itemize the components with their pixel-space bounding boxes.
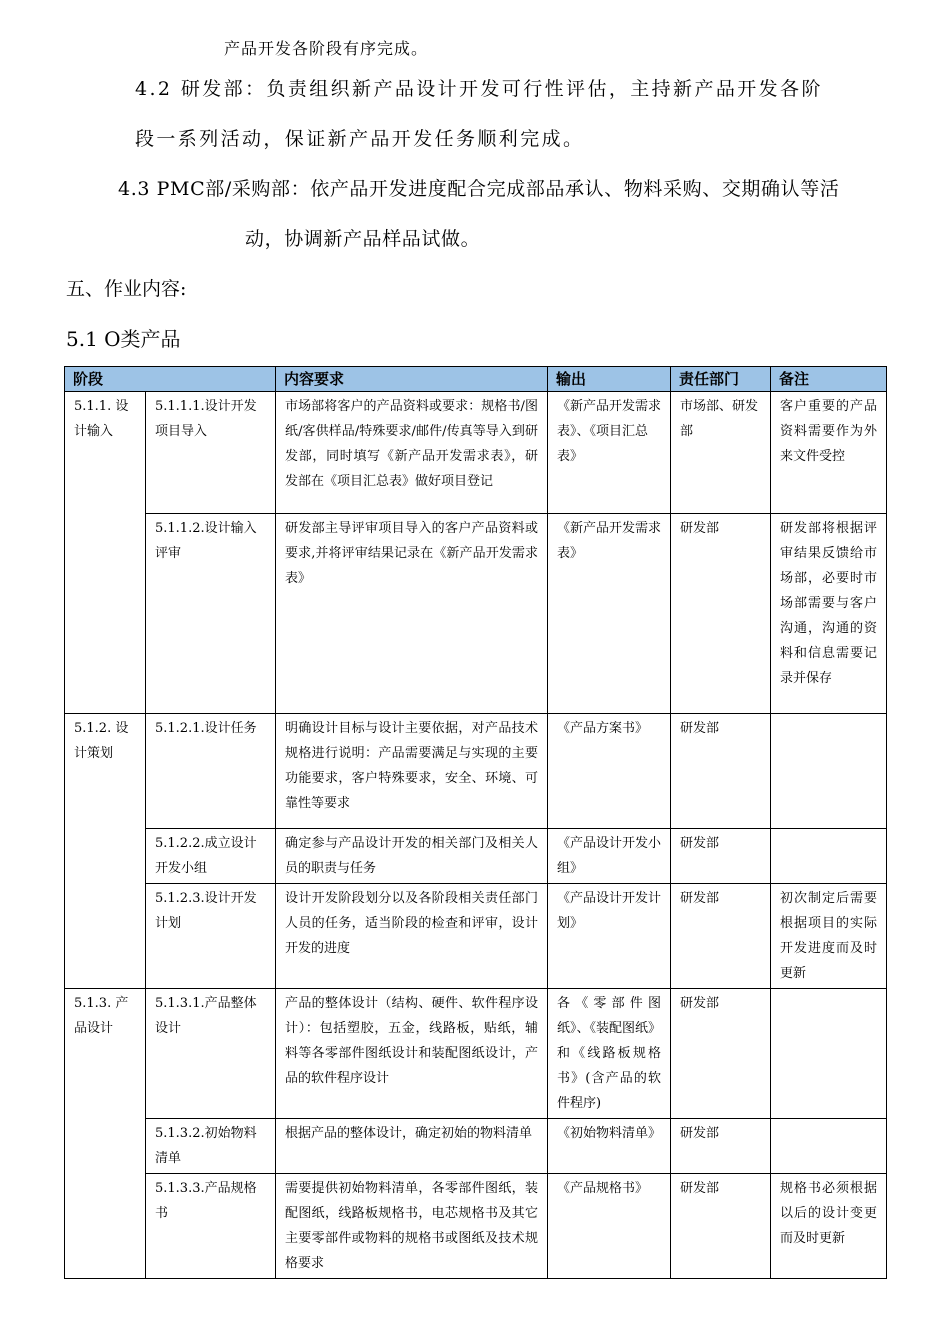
output-cell: 《产品设计开发小组》 <box>548 829 671 884</box>
table-row <box>65 514 887 714</box>
content-cell: 需要提供初始物料清单，各零部件图纸，装配图纸，线路板规格书，电芯规格书及其它主要零部件或物料的规格书或图纸及技术规格要求 <box>276 1174 548 1279</box>
header-output: 输出 <box>548 367 671 392</box>
work-content-table <box>64 366 887 1279</box>
output-cell: 《新产品开发需求表》 <box>548 514 671 714</box>
dept-cell: 研发部 <box>671 1119 771 1174</box>
item-4-3-line-2: 动，协调新产品样品试做。 <box>245 228 481 250</box>
note-cell: 初次制定后需要根据项目的实际开发进度而及时更新 <box>771 884 887 989</box>
stage-cell: 5.1.1. 设计输入 <box>65 392 146 714</box>
output-cell: 《产品方案书》 <box>548 714 671 829</box>
header-note: 备注 <box>771 367 887 392</box>
dept-cell: 研发部 <box>671 714 771 829</box>
content-cell: 设计开发阶段划分以及各阶段相关责任部门人员的任务，适当阶段的检查和评审，设计开发的进度 <box>276 884 548 989</box>
table-row <box>65 1174 887 1279</box>
substage-cell: 5.1.2.3.设计开发计划 <box>146 884 276 989</box>
substage-cell: 5.1.1.1.设计开发项目导入 <box>146 392 276 514</box>
table-row <box>65 884 887 989</box>
table-row <box>65 829 887 884</box>
item-4-3-line-1: 4.3 PMC部/采购部：依产品开发进度配合完成部品承认、物料采购、交期确认等活 <box>118 178 840 200</box>
stage-cell: 5.1.2. 设计策划 <box>65 714 146 989</box>
substage-cell: 5.1.2.1.设计任务 <box>146 714 276 829</box>
content-cell: 确定参与产品设计开发的相关部门及相关人员的职责与任务 <box>276 829 548 884</box>
table-row <box>65 989 887 1119</box>
dept-cell: 研发部 <box>671 514 771 714</box>
dept-cell: 研发部 <box>671 989 771 1119</box>
header-content: 内容要求 <box>276 367 548 392</box>
content-cell: 市场部将客户的产品资料或要求：规格书/图纸/客供样品/特殊要求/邮件/传真等导入到研发部，同时填写《新产品开发需求表》，研发部在《项目汇总表》做好项目登记 <box>276 392 548 514</box>
content-cell: 根据产品的整体设计，确定初始的物料清单 <box>276 1119 548 1174</box>
table-row <box>65 392 887 514</box>
dept-cell: 市场部、研发部 <box>671 392 771 514</box>
note-cell: 研发部将根据评审结果反馈给市场部，必要时市场部需要与客户沟通，沟通的资料和信息需要记录并保存 <box>771 514 887 714</box>
header-dept: 责任部门 <box>671 367 771 392</box>
note-cell: 客户重要的产品资料需要作为外来文件受控 <box>771 392 887 514</box>
section-5-1-title: 5.1 O类产品 <box>66 327 181 351</box>
output-cell: 《新产品开发需求表》、《项目汇总表》 <box>548 392 671 514</box>
content-cell: 研发部主导评审项目导入的客户产品资料或要求,并将评审结果记录在《新产品开发需求表》 <box>276 514 548 714</box>
table-header-row <box>65 367 887 392</box>
header-stage: 阶段 <box>65 367 276 392</box>
intro-line-1: 产品开发各阶段有序完成。 <box>224 39 429 58</box>
output-cell: 各《零部件图纸》、《装配图纸》和《线路板规格书》(含产品的软件程序) <box>548 989 671 1119</box>
note-cell <box>771 1119 887 1174</box>
stage-cell: 5.1.3. 产品设计 <box>65 989 146 1279</box>
substage-cell: 5.1.3.2.初始物料清单 <box>146 1119 276 1174</box>
item-4-2-line-2: 段一系列活动，保证新产品开发任务顺利完成。 <box>135 128 585 150</box>
dept-cell: 研发部 <box>671 829 771 884</box>
table-row <box>65 1119 887 1174</box>
content-cell: 明确设计目标与设计主要依据，对产品技术规格进行说明：产品需要满足与实现的主要功能要求，客户特殊要求，安全、环境、可靠性等要求 <box>276 714 548 829</box>
substage-cell: 5.1.1.2.设计输入评审 <box>146 514 276 714</box>
table-row <box>65 714 887 829</box>
substage-cell: 5.1.3.3.产品规格书 <box>146 1174 276 1279</box>
output-cell: 《产品设计开发计划》 <box>548 884 671 989</box>
substage-cell: 5.1.3.1.产品整体设计 <box>146 989 276 1119</box>
dept-cell: 研发部 <box>671 884 771 989</box>
substage-cell: 5.1.2.2.成立设计开发小组 <box>146 829 276 884</box>
note-cell: 规格书必须根据以后的设计变更而及时更新 <box>771 1174 887 1279</box>
note-cell <box>771 989 887 1119</box>
item-4-2-line-1: 4.2 研发部：负责组织新产品设计开发可行性评估，主持新产品开发各阶 <box>135 78 823 100</box>
output-cell: 《初始物料清单》 <box>548 1119 671 1174</box>
note-cell <box>771 829 887 884</box>
dept-cell: 研发部 <box>671 1174 771 1279</box>
note-cell <box>771 714 887 829</box>
output-cell: 《产品规格书》 <box>548 1174 671 1279</box>
section-5-title: 五、作业内容: <box>66 278 187 300</box>
content-cell: 产品的整体设计（结构、硬件、软件程序设计）：包括塑胶，五金，线路板，贴纸，辅料等各零部件图纸设计和装配图纸设计，产品的软件程序设计 <box>276 989 548 1119</box>
